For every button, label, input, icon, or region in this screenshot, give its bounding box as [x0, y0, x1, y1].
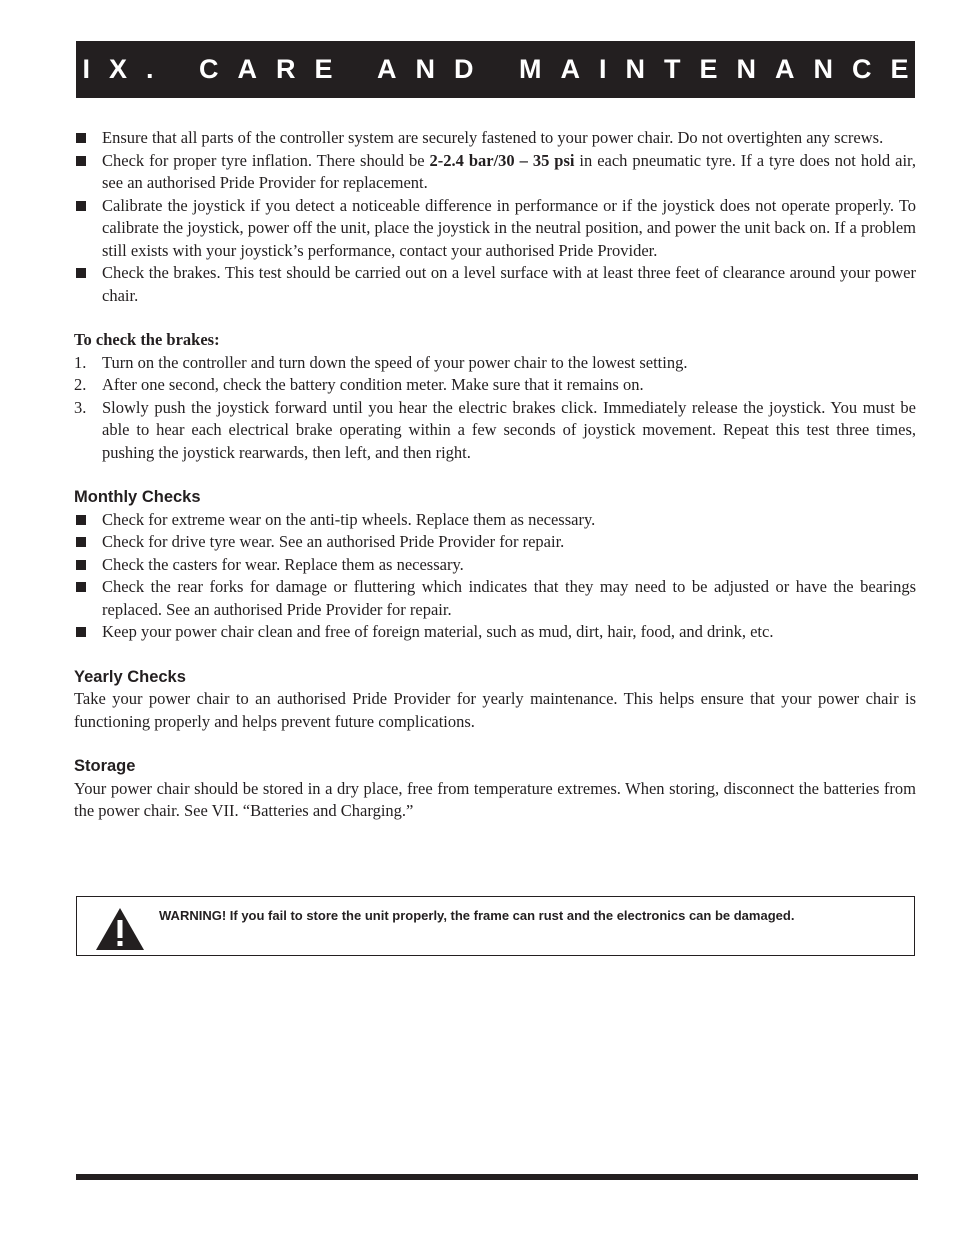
square-bullet-icon — [76, 515, 86, 525]
square-bullet-icon — [76, 133, 86, 143]
footer-rule — [76, 1174, 918, 1180]
storage-text: Your power chair should be stored in a dry place, free from temperature extremes. When storing, disconnect the batteries from the power chair. See VII. “Batteries and Charging.” — [74, 778, 916, 820]
list-item: Check for proper tyre inflation. There should be 2-2.4 bar/30 – 35 psi in each pneumatic tyre. If a tyre does not hold air, see an authorised Pride Provider for replacement. — [74, 150, 916, 195]
brakes-steps-list — [74, 352, 916, 465]
yearly-heading: Yearly Checks — [74, 667, 186, 686]
square-bullet-icon — [76, 201, 86, 211]
list-item: Check the brakes. This test should be carried out on a level surface with at least three feet of clearance around your power chair. — [74, 262, 916, 307]
square-bullet-icon — [76, 627, 86, 637]
list-item: Ensure that all parts of the controller system are securely fastened to your power chair. Do not overtighten any screws. — [74, 127, 916, 150]
list-item: 1. Turn on the controller and turn down the speed of your power chair to the lowest setting. — [74, 352, 688, 372]
monthly-checks-list — [74, 509, 916, 644]
section-title: IX. CARE AND MAINTENANCE — [82, 54, 928, 84]
content — [74, 127, 916, 823]
list-item: Check the rear forks for damage or fluttering which indicates that they may need to be adjusted or have the bearings replaced. See an authorised Pride Provider for repair. — [74, 576, 916, 621]
storage-heading: Storage — [74, 757, 136, 775]
list-item: Keep your power chair clean and free of foreign material, such as mud, dirt, hair, food, and drink, etc. — [74, 621, 916, 644]
square-bullet-icon — [76, 560, 86, 570]
monthly-heading: Monthly Checks — [74, 488, 201, 506]
list-item: 3. Slowly push the joystick forward until you hear the electric brakes click. Immediately release the joystick. You must be able to hear each electrical brake operating within a few seconds of joystick movement. Repeat this test three times, pushing the joystick rearwards, then left, and then right. — [74, 397, 916, 462]
square-bullet-icon — [76, 268, 86, 278]
list-item: Check the casters for wear. Replace them as necessary. — [74, 554, 916, 577]
square-bullet-icon — [76, 582, 86, 592]
section-header — [76, 41, 928, 98]
yearly-text: Take your power chair to an authorised Pride Provider for yearly maintenance. This helps ensure that your power chair is functioning properly and helps prevent future complications. — [74, 689, 916, 731]
list-item: 2. After one second, check the battery condition meter. Make sure that it remains on. — [74, 375, 644, 394]
tyre-pressure-value: 2-2.4 bar/30 – 35 psi — [429, 150, 575, 170]
warning-text: WARNING! If you fail to store the unit properly, the frame can rust and the electronics can be damaged. — [159, 908, 795, 923]
list-item: Check for extreme wear on the anti-tip wheels. Replace them as necessary. — [74, 509, 916, 532]
square-bullet-icon — [76, 537, 86, 547]
brakes-heading: To check the brakes: — [74, 330, 220, 349]
warning-triangle-icon — [95, 907, 145, 951]
warning-box — [76, 896, 915, 956]
list-item: Calibrate the joystick if you detect a noticeable difference in performance or if the joystick does not operate properly. To calibrate the joystick, power off the unit, place the joystick in the neutral position, and power the unit back on. If a problem still exists with your joystick’s performance, contact your authorised Pride Provider. — [74, 195, 916, 263]
square-bullet-icon — [76, 156, 86, 166]
list-item: Check for drive tyre wear. See an authorised Pride Provider for repair. — [74, 531, 916, 554]
general-checks-list — [74, 127, 916, 307]
